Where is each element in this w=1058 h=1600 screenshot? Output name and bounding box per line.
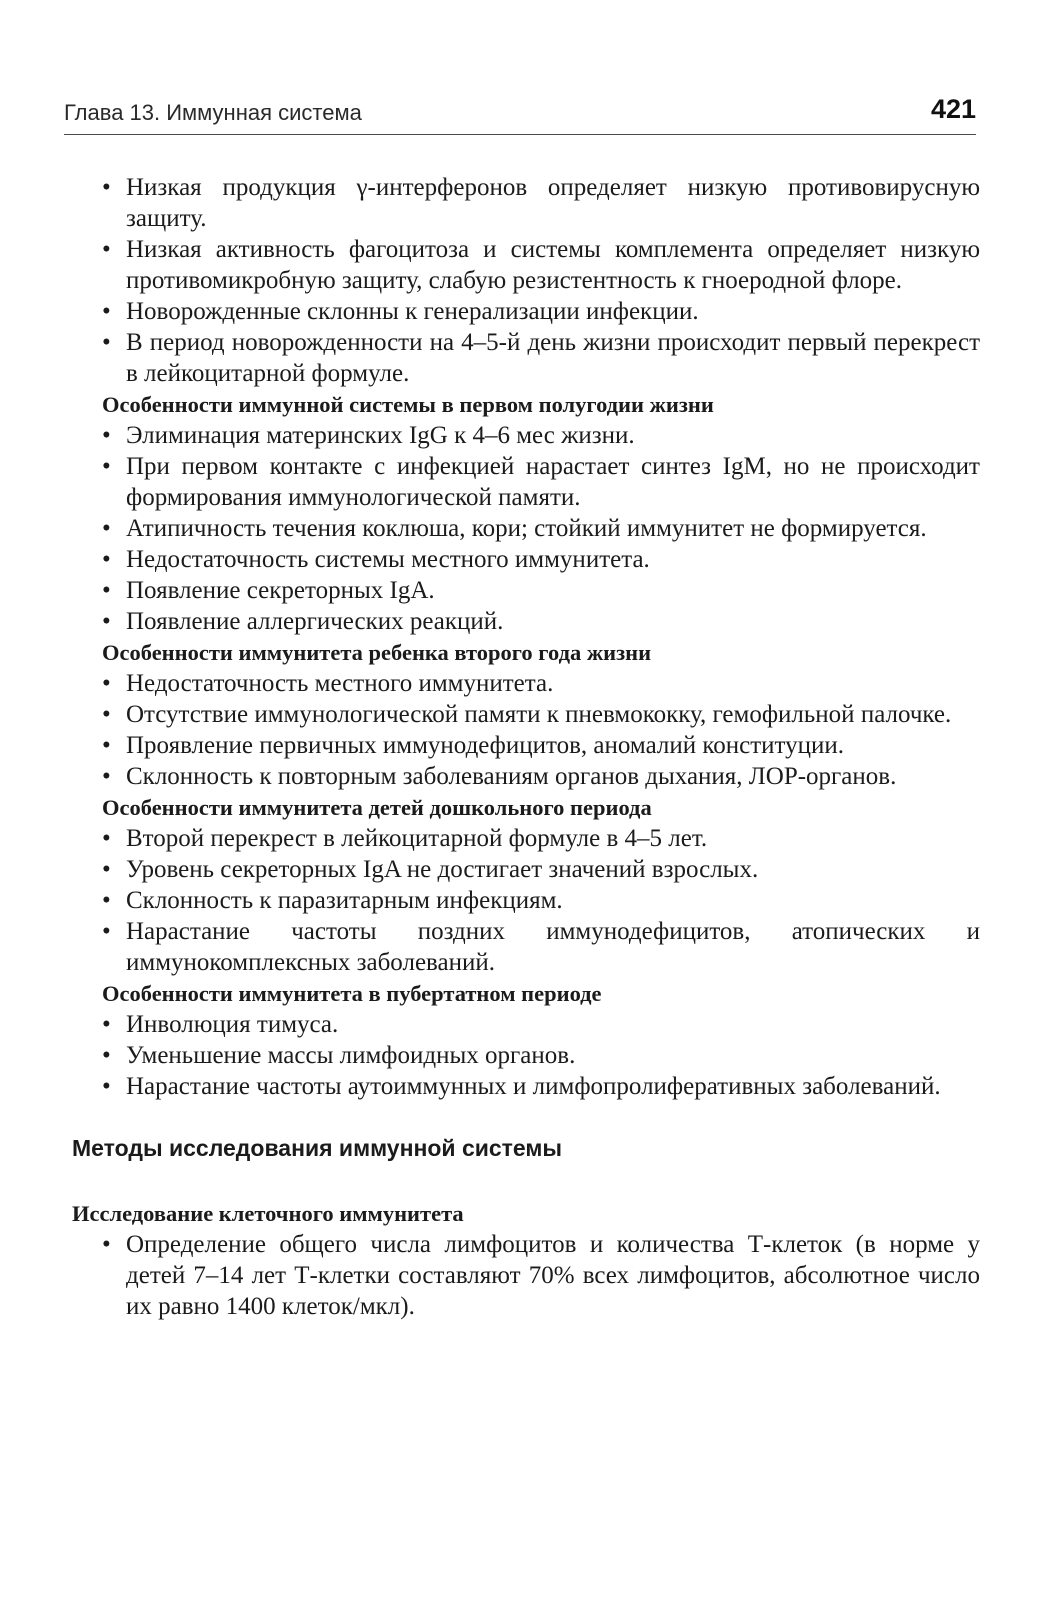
list-item: • Нарастание частоты аутоиммунных и лимфопролиферативных заболеваний. (100, 1071, 980, 1102)
list-item: • Определение общего числа лимфоцитов и количества Т-клеток (в норме у детей 7–14 лет Т-клетки составляют 70% всех лимфоцитов, абсолютное число их равно 1400 клеток/мкл). (100, 1229, 980, 1322)
list-item: • Нарастание частоты поздних иммунодефицитов, атопических и иммунокомплексных заболеваний. (100, 916, 980, 978)
section-heading-puberty: Особенности иммунитета в пубертатном периоде (102, 981, 602, 1006)
section-heading-preschool: Особенности иммунитета детей дошкольного периода (102, 795, 652, 820)
list-item: • Уменьшение массы лимфоидных органов. (100, 1040, 980, 1071)
list-puberty (100, 1009, 980, 1102)
list-item: • Низкая продукция γ-интерферонов определяет низкую противовирусную защиту. (100, 172, 980, 234)
running-header (64, 94, 976, 135)
list-item: • Недостаточность системы местного иммунитета. (100, 544, 980, 575)
list-item: • Атипичность течения коклюша, кори; стойкий иммунитет не формируется. (100, 513, 980, 544)
section-heading-first-half-year: Особенности иммунной системы в первом полугодии жизни (102, 392, 714, 417)
list-item: • Уровень секреторных IgA не достигает значений взрослых. (100, 854, 980, 885)
list-item: • Проявление первичных иммунодефицитов, аномалий конституции. (100, 730, 980, 761)
list-item: • При первом контакте с инфекцией нарастает синтез IgM, но не происходит формирования иммунологической памяти. (100, 451, 980, 513)
list-first-half-year (100, 420, 980, 637)
intro-list (100, 172, 980, 389)
list-item: • Недостаточность местного иммунитета. (100, 668, 980, 699)
page-body (72, 172, 980, 1322)
list-item: • Появление секреторных IgA. (100, 575, 980, 606)
page-number: 421 (930, 94, 976, 124)
list-item: • Низкая активность фагоцитоза и системы комплемента определяет низкую противомикробную защиту, слабую резистентность к гноеродной флоре. (100, 234, 980, 296)
section-heading-second-year: Особенности иммунитета ребенка второго года жизни (102, 640, 652, 665)
list-item: • Новорожденные склонны к генерализации инфекции. (100, 296, 980, 327)
list-item: • Появление аллергических реакций. (100, 606, 980, 637)
list-item: • Элиминация материнских IgG к 4–6 мес жизни. (100, 420, 980, 451)
list-item: • Отсутствие иммунологической памяти к пневмококку, гемофильной палочке. (100, 699, 980, 730)
list-item: • Склонность к паразитарным инфекциям. (100, 885, 980, 916)
chapter-title: Глава 13. Иммунная система (64, 100, 362, 125)
cellular-immunity-subsection-title: Исследование клеточного иммунитета (72, 1201, 464, 1226)
methods-section-title: Методы исследования иммунной системы (72, 1135, 563, 1161)
list-item: • В период новорожденности на 4–5-й день жизни происходит первый перекрест в лейкоцитарной формуле. (100, 327, 980, 389)
list-second-year (100, 668, 980, 792)
list-cellular-immunity (100, 1229, 980, 1322)
list-item: • Склонность к повторным заболеваниям органов дыхания, ЛОР-органов. (100, 761, 980, 792)
list-item: • Второй перекрест в лейкоцитарной формуле в 4–5 лет. (100, 823, 980, 854)
list-preschool (100, 823, 980, 978)
list-item: • Инволюция тимуса. (100, 1009, 980, 1040)
